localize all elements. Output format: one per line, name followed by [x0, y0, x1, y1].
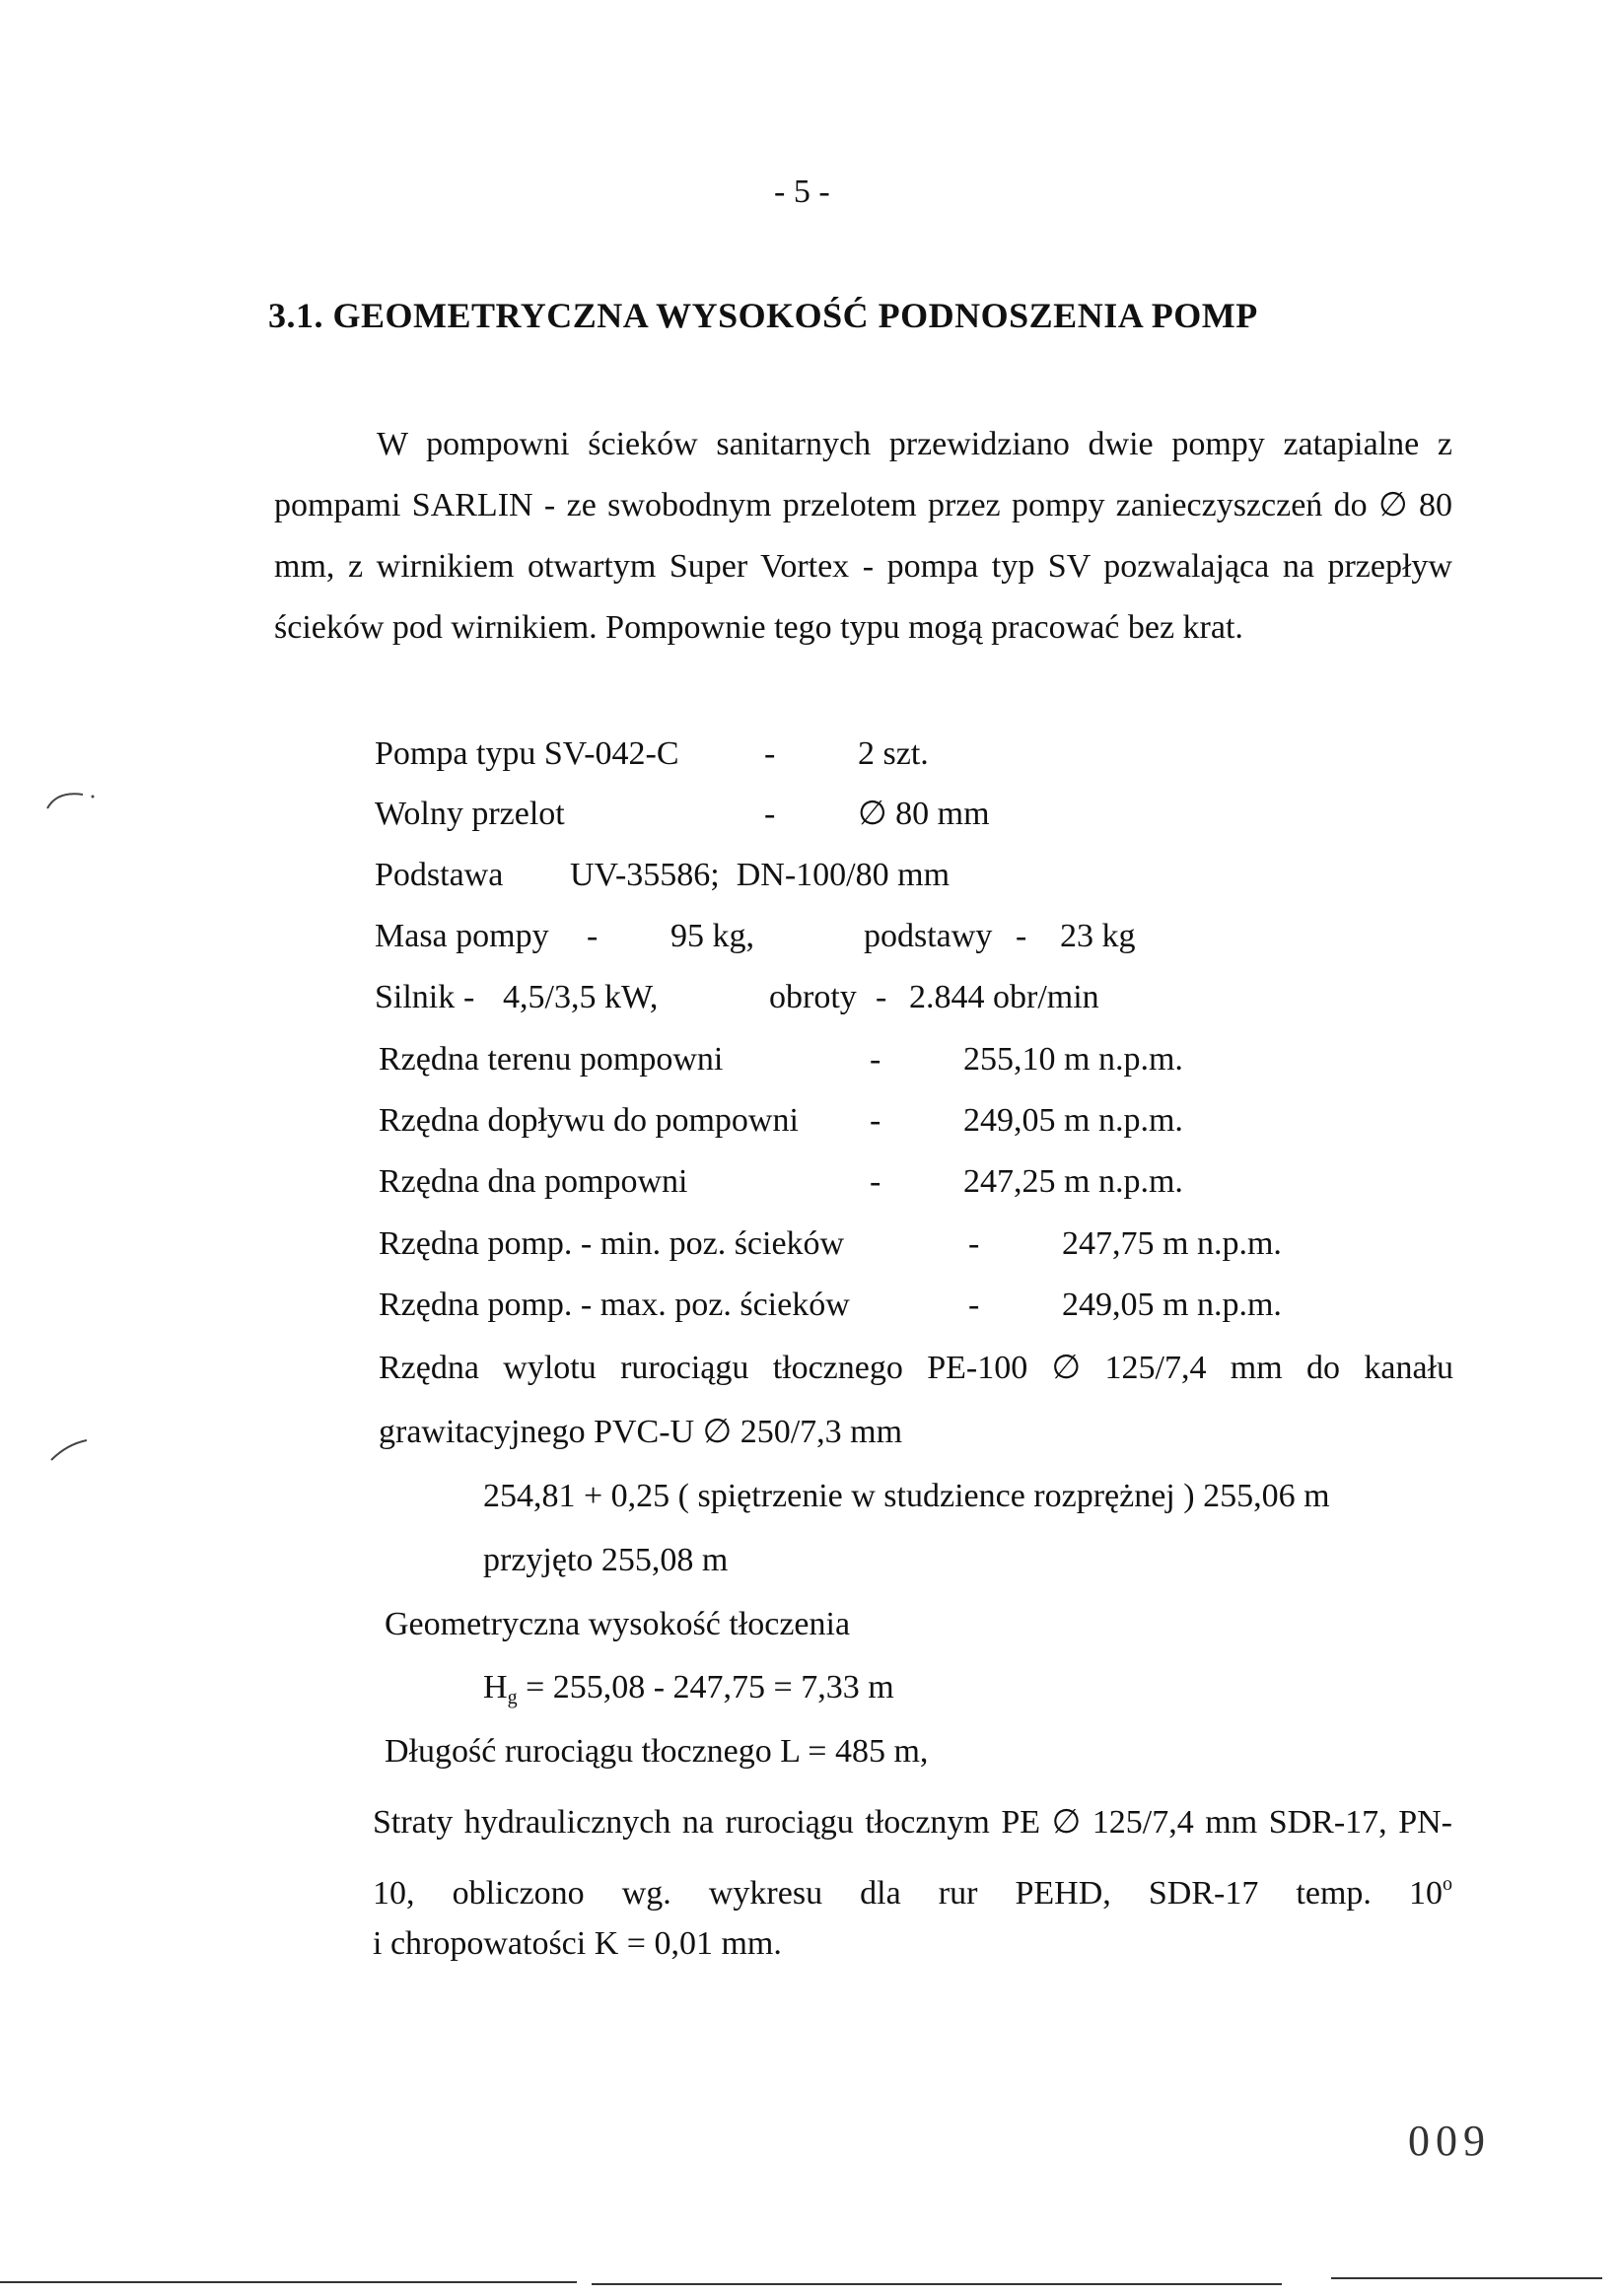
intro-paragraph [274, 414, 1452, 659]
level-value: 249,05 m n.p.m. [1062, 1287, 1282, 1323]
formula-h: H [483, 1669, 508, 1705]
speed-dash: - [876, 979, 887, 1015]
pump-type-value: 2 szt. [858, 735, 929, 772]
page-number: - 5 - [774, 174, 830, 210]
level-value: 247,25 m n.p.m. [963, 1163, 1183, 1200]
margin-mark [47, 1434, 97, 1464]
level-dash: - [870, 1102, 881, 1139]
calc-line-2: przyjęto 255,08 m [483, 1542, 729, 1578]
passage-label: Wolny przelot [375, 796, 565, 832]
bottom-line [1331, 2277, 1602, 2279]
mass-value: 95 kg, [670, 918, 754, 954]
formula-sub: g [507, 1687, 518, 1708]
speed-label: obroty [769, 979, 857, 1015]
base-mass-value: 23 kg [1060, 918, 1136, 954]
level-label: Rzędna dna pompowni [379, 1163, 688, 1200]
length-line: Długość rurociągu tłocznego L = 485 m, [385, 1733, 929, 1770]
level-value: 249,05 m n.p.m. [963, 1102, 1183, 1139]
intro-text: W pompowni ścieków sanitarnych przewidziano dwie pompy zatapialne z pompami SARLIN - ze swobodnym przelotem przez pompy zanieczyszczeń do ∅ 80 mm, z wirnikiem otwartym Super Vortex - pompa typ SV pozwalająca na przepływ ścieków pod wirnikiem. Pompownie tego typu mogą pracować bez krat. [274, 426, 1452, 646]
level-label: Rzędna terenu pompowni [379, 1041, 724, 1078]
level-value: 247,75 m n.p.m. [1062, 1225, 1282, 1262]
outlet-line-2: grawitacyjnego PVC-U ∅ 250/7,3 mm [379, 1414, 903, 1450]
section-heading: 3.1. GEOMETRYCZNA WYSOKOŚĆ PODNOSZENIA POMP [268, 296, 1258, 335]
mass-label: Masa pompy [375, 918, 549, 954]
losses-paragraph [373, 1792, 1452, 1924]
base-value: UV-35586; DN-100/80 mm [570, 857, 951, 893]
bottom-line [0, 2281, 577, 2283]
motor-label: Silnik [375, 979, 456, 1015]
calc-line-1: 254,81 + 0,25 ( spiętrzenie w studzience rozprężnej ) 255,06 m [483, 1478, 1330, 1514]
motor-dash: - [463, 979, 475, 1015]
motor-value: 4,5/3,5 kW, [503, 979, 659, 1015]
mass-dash: - [587, 918, 599, 954]
level-value: 255,10 m n.p.m. [963, 1041, 1183, 1078]
passage-dash: - [764, 796, 776, 832]
margin-mark [43, 779, 103, 818]
base-label: Podstawa [375, 857, 504, 893]
pump-type-dash: - [764, 735, 776, 772]
losses-end: i chropowatości K = 0,01 mm. [373, 1925, 782, 1962]
speed-value: 2.844 obr/min [909, 979, 1099, 1015]
geom-label: Geometryczna wysokość tłoczenia [385, 1606, 851, 1642]
formula [483, 1666, 894, 1719]
base-mass-dash: - [1016, 918, 1027, 954]
level-dash: - [968, 1225, 980, 1262]
outlet-line-1: Rzędna wylotu rurociągu tłocznego PE-100 ∅ 125/7,4 mm do kanału [379, 1350, 1453, 1386]
level-dash: - [870, 1163, 881, 1200]
losses-text: Straty hydraulicznych na rurociągu tłocznym PE ∅ 125/7,4 mm SDR-17, PN-10, obliczono wg. wykresu dla rur PEHD, SDR-17 temp. 10 [373, 1804, 1452, 1912]
bottom-line [592, 2283, 1282, 2285]
footer-number: 009 [1408, 2117, 1491, 2165]
level-label: Rzędna pomp. - max. poz. ścieków [379, 1287, 850, 1323]
level-label: Rzędna pomp. - min. poz. ścieków [379, 1225, 845, 1262]
losses-sup: o [1443, 1873, 1452, 1895]
formula-rest: = 255,08 - 247,75 = 7,33 m [517, 1669, 894, 1705]
passage-value: ∅ 80 mm [858, 796, 990, 832]
level-label: Rzędna dopływu do pompowni [379, 1102, 799, 1139]
level-dash: - [870, 1041, 881, 1078]
level-dash: - [968, 1287, 980, 1323]
base-mass-label: podstawy [864, 918, 993, 954]
pump-type-label: Pompa typu SV-042-C [375, 735, 679, 772]
